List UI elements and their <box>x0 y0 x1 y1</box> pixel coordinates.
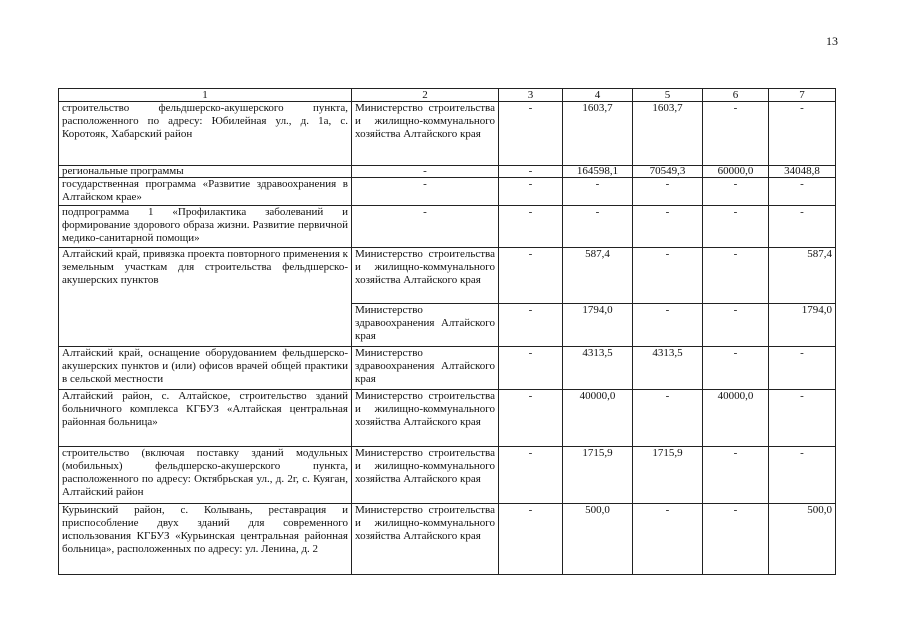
ministry-cell: - <box>352 166 499 178</box>
budget-table <box>58 88 836 575</box>
object-cell: строительство (включая поставку зданий модульных (мобильных) фельдшерско-акушерского пункта, расположенного по адресу: Октябрьская ул., д. 2г, с. Куяган, Алтайский район <box>59 447 352 504</box>
value-cell: - <box>703 206 769 248</box>
object-cell: государственная программа «Развитие здравоохранения в Алтайском крае» <box>59 178 352 206</box>
table-row <box>59 178 836 206</box>
value-cell: 500,0 <box>563 504 633 575</box>
value-cell: 34048,8 <box>769 166 836 178</box>
value-cell: 1794,0 <box>769 304 836 347</box>
value-cell: 1794,0 <box>563 304 633 347</box>
value-cell: - <box>703 447 769 504</box>
value-cell: - <box>703 304 769 347</box>
object-cell: региональные программы <box>59 166 352 178</box>
ministry-cell: Министерство строительства и жилищно-коммунального хозяйства Алтайского края <box>352 447 499 504</box>
value-cell: 1715,9 <box>563 447 633 504</box>
ministry-cell: Министерство здравоохранения Алтайского края <box>352 347 499 390</box>
value-cell: - <box>769 206 836 248</box>
value-cell: - <box>703 102 769 166</box>
value-cell: - <box>703 504 769 575</box>
ministry-cell: Министерство строительства и жилищно-коммунального хозяйства Алтайского края <box>352 504 499 575</box>
value-cell: - <box>633 178 703 206</box>
value-cell: 587,4 <box>769 248 836 304</box>
header-cell: 6 <box>703 89 769 102</box>
value-cell: 500,0 <box>769 504 836 575</box>
value-cell: - <box>499 206 563 248</box>
table-row <box>59 206 836 248</box>
header-row <box>59 89 836 102</box>
value-cell: - <box>499 347 563 390</box>
value-cell: - <box>633 248 703 304</box>
value-cell: - <box>499 248 563 304</box>
header-cell: 2 <box>352 89 499 102</box>
value-cell: - <box>563 178 633 206</box>
value-cell: - <box>703 347 769 390</box>
value-cell: - <box>633 390 703 447</box>
table-row <box>59 347 836 390</box>
value-cell: 4313,5 <box>633 347 703 390</box>
value-cell: 40000,0 <box>563 390 633 447</box>
value-cell: - <box>703 178 769 206</box>
table-row <box>59 102 836 166</box>
value-cell: 4313,5 <box>563 347 633 390</box>
object-cell: подпрограмма 1 «Профилактика заболеваний и формирование здорового образа жизни. Развитие первичной медико-санитарной помощи» <box>59 206 352 248</box>
value-cell: - <box>499 102 563 166</box>
table-row <box>59 390 836 447</box>
header-cell: 5 <box>633 89 703 102</box>
ministry-cell: - <box>352 206 499 248</box>
value-cell: - <box>499 178 563 206</box>
object-cell: строительство фельдшерско-акушерского пункта, расположенного по адресу: Юбилейная ул., д. 1а, с. Коротояк, Хабарский район <box>59 102 352 166</box>
value-cell: - <box>769 390 836 447</box>
value-cell: - <box>703 248 769 304</box>
table-row <box>59 504 836 575</box>
header-cell: 3 <box>499 89 563 102</box>
table-row <box>59 447 836 504</box>
object-cell: Алтайский край, привязка проекта повторного применения к земельным участкам для строительства фельдшерско-акушерских пунктов <box>59 248 352 347</box>
value-cell: 1603,7 <box>633 102 703 166</box>
value-cell: 60000,0 <box>703 166 769 178</box>
ministry-cell: Министерство строительства и жилищно-коммунального хозяйства Алтайского края <box>352 102 499 166</box>
value-cell: 587,4 <box>563 248 633 304</box>
value-cell: - <box>769 178 836 206</box>
value-cell: 164598,1 <box>563 166 633 178</box>
value-cell: - <box>499 390 563 447</box>
header-cell: 1 <box>59 89 352 102</box>
value-cell: - <box>499 304 563 347</box>
object-cell: Алтайский район, с. Алтайское, строительство зданий больничного комплекса КГБУЗ «Алтайская центральная районная больница» <box>59 390 352 447</box>
value-cell: 40000,0 <box>703 390 769 447</box>
value-cell: - <box>633 504 703 575</box>
object-cell: Курьинский район, с. Колывань, реставрация и приспособление двух зданий для современного использования КГБУЗ «Курьинская центральная районная больница», расположенных по адресу: ул. Ленина, д. 2 <box>59 504 352 575</box>
value-cell: 1603,7 <box>563 102 633 166</box>
value-cell: - <box>563 206 633 248</box>
page-number: 13 <box>826 34 838 48</box>
value-cell: - <box>769 347 836 390</box>
table-row <box>59 248 836 304</box>
value-cell: - <box>769 447 836 504</box>
ministry-cell: - <box>352 178 499 206</box>
ministry-cell: Министерство строительства и жилищно-коммунального хозяйства Алтайского края <box>352 390 499 447</box>
value-cell: - <box>633 304 703 347</box>
value-cell: 70549,3 <box>633 166 703 178</box>
value-cell: - <box>499 166 563 178</box>
ministry-cell: Министерство строительства и жилищно-коммунального хозяйства Алтайского края <box>352 248 499 304</box>
table-row <box>59 166 836 178</box>
value-cell: - <box>499 447 563 504</box>
ministry-cell: Министерство здравоохранения Алтайского края <box>352 304 499 347</box>
value-cell: - <box>769 102 836 166</box>
value-cell: - <box>499 504 563 575</box>
value-cell: - <box>633 206 703 248</box>
object-cell: Алтайский край, оснащение оборудованием фельдшерско-акушерских пунктов и (или) офисов врачей общей практики в сельской местности <box>59 347 352 390</box>
header-cell: 7 <box>769 89 836 102</box>
header-cell: 4 <box>563 89 633 102</box>
value-cell: 1715,9 <box>633 447 703 504</box>
